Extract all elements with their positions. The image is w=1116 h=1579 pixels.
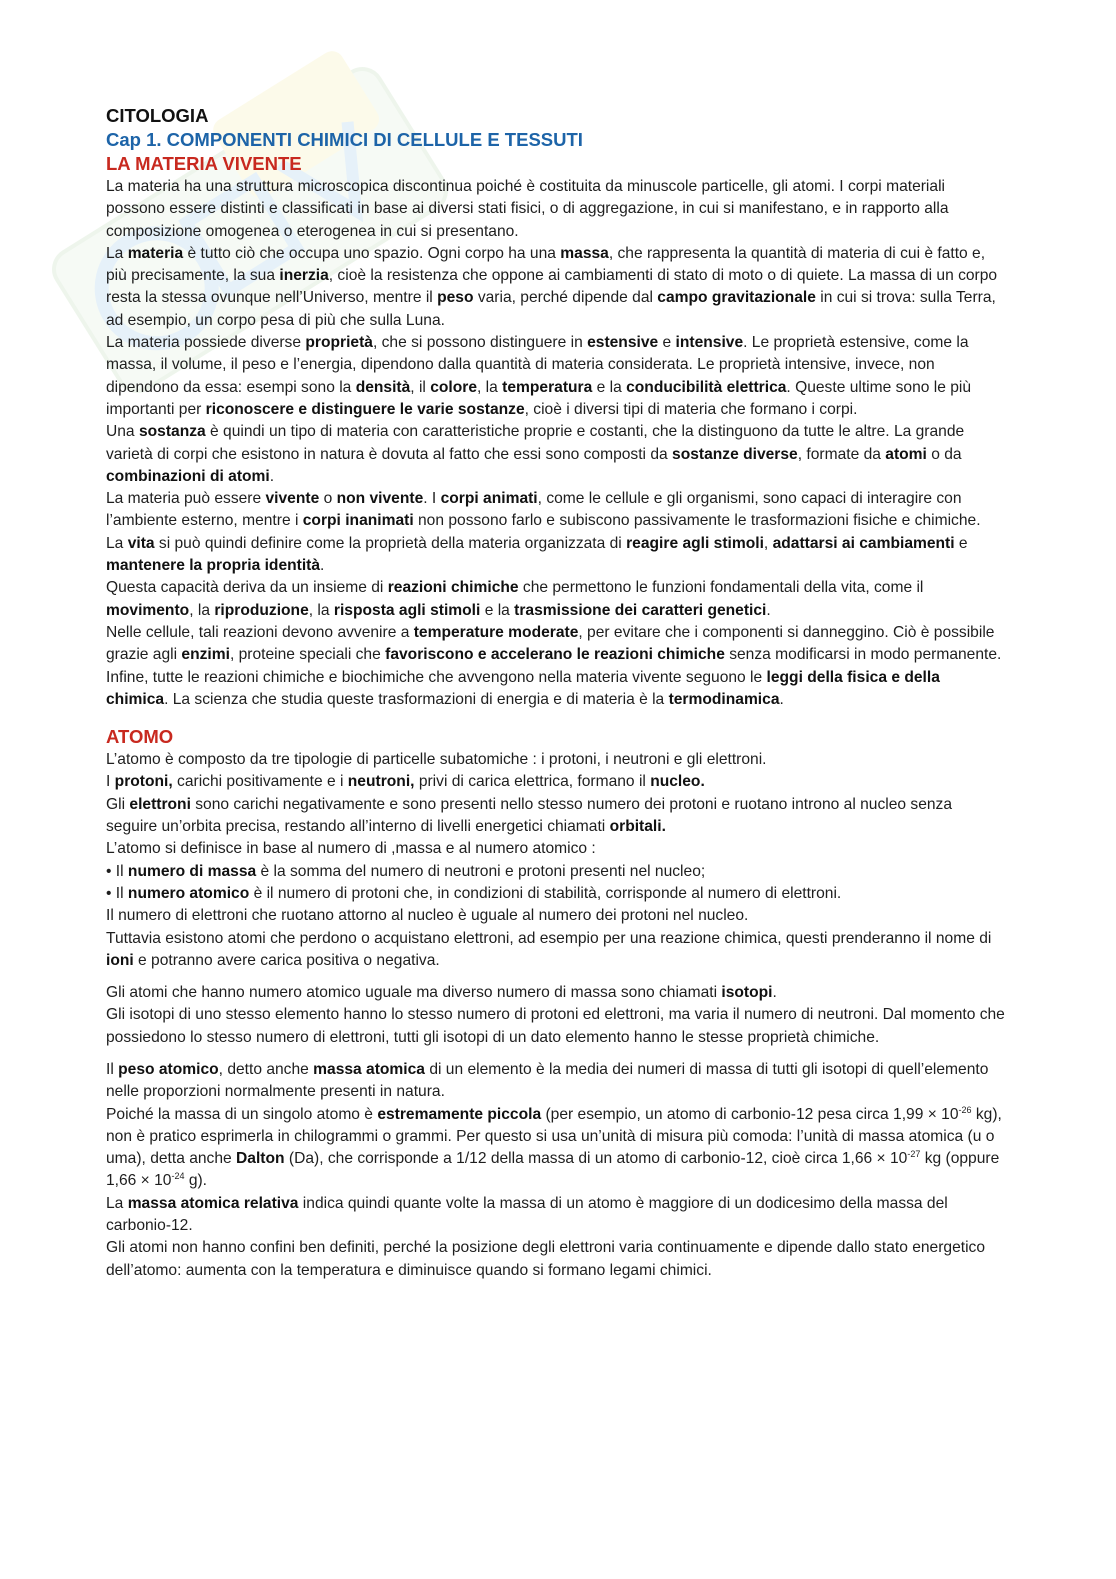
bold-term: massa atomica relativa bbox=[127, 1194, 299, 1212]
bold-term: massa atomica bbox=[313, 1060, 425, 1078]
bold-term: reazioni chimiche bbox=[387, 579, 519, 597]
bold-term: estremamente piccola bbox=[377, 1105, 542, 1123]
paragraph: I protoni, carichi positivamente e i neutroni, privi di carica elettrica, formano il nucleo. bbox=[106, 773, 705, 791]
bold-term: leggi della fisica e della chimica bbox=[106, 668, 940, 708]
paragraph: L’atomo si definisce in base al numero di ,massa e al numero atomico : bbox=[106, 840, 596, 858]
bold-term: vita bbox=[127, 534, 155, 552]
bold-term: peso bbox=[437, 289, 474, 307]
section-heading-atomo: ATOMO bbox=[106, 726, 174, 748]
bold-term: orbitali. bbox=[609, 818, 666, 836]
paragraph: La materia può essere vivente o non vivente. I corpi animati, come le cellule e gli organismi, sono capaci di interagire con l’ambiente esterno, mentre i corpi inanimati non possono farlo e subiscono passivamente le trasformazioni fisiche e chimiche. bbox=[106, 490, 981, 530]
paragraph: L’atomo è composto da tre tipologie di particelle subatomiche : i protoni, i neutroni e gli elettroni. bbox=[106, 751, 767, 769]
paragraph: Questa capacità deriva da un insieme di reazioni chimiche che permettono le funzioni fondamentali della vita, come il movimento, la riproduzione, la risposta agli stimoli e la trasmissione dei caratteri genetici. bbox=[106, 579, 924, 619]
document-title: CITOLOGIA bbox=[106, 105, 209, 126]
bold-term: enzimi bbox=[181, 646, 230, 664]
paragraph: Nelle cellule, tali reazioni devono avvenire a temperature moderate, per evitare che i componenti si danneggino. Ciò è possibile grazie agli enzimi, proteine speciali che favoriscono e accelerano le reazioni chimiche senza modificarsi in modo permanente. bbox=[106, 623, 1002, 664]
bold-term: materia bbox=[127, 244, 184, 262]
bold-term: temperature moderate bbox=[413, 623, 579, 641]
bold-term: mantenere la propria identità bbox=[106, 557, 321, 575]
bold-term: isotopi bbox=[721, 984, 773, 1002]
bold-term: nucleo. bbox=[650, 773, 705, 791]
document-page bbox=[106, 104, 1006, 1282]
paragraph: La vita si può quindi definire come la proprietà della materia organizzata di reagire agli stimoli, adattarsi ai cambiamenti e mantenere la propria identità. bbox=[106, 534, 968, 575]
bold-term: numero atomico bbox=[127, 884, 250, 902]
exponent: -24 bbox=[171, 1171, 185, 1182]
bold-term: termodinamica bbox=[668, 690, 780, 708]
bold-term: riconoscere e distinguere le varie sostanze bbox=[205, 400, 525, 418]
bold-term: inerzia bbox=[279, 267, 329, 285]
bold-term: elettroni bbox=[129, 795, 191, 813]
section-heading-materia-vivente: LA MATERIA VIVENTE bbox=[106, 153, 302, 174]
bullet-item: • Il numero di massa è la somma del numero di neutroni e protoni presenti nel nucleo; bbox=[106, 862, 706, 880]
bold-term: favoriscono e accelerano le reazioni chimiche bbox=[385, 646, 725, 664]
bold-term: campo gravitazionale bbox=[657, 289, 816, 307]
bold-term: corpi inanimati bbox=[302, 512, 414, 530]
bold-term: ioni bbox=[106, 951, 134, 969]
bold-term: vivente bbox=[265, 490, 320, 508]
bold-term: adattarsi ai cambiamenti bbox=[772, 534, 955, 552]
paragraph: Il numero di elettroni che ruotano attorno al nucleo è uguale al numero dei protoni nel nucleo. bbox=[106, 907, 749, 925]
bold-term: risposta agli stimoli bbox=[333, 601, 481, 619]
section-body-atomo bbox=[106, 749, 1006, 1282]
paragraph: La materia è tutto ciò che occupa uno spazio. Ogni corpo ha una massa, che rappresenta la quantità di materia di cui è fatto e, più precisamente, la sua inerzia, cioè la resistenza che oppone ai cambiamenti di stato di moto o di quiete. La massa di un corpo resta la stessa ovunque nell’Universo, mentre il peso varia, perché dipende dal campo gravitazionale in cui si trova: sulla Terra, ad esempio, un corpo pesa di più che sulla Luna. bbox=[106, 244, 998, 329]
paragraph: Una sostanza è quindi un tipo di materia con caratteristiche proprie e costanti, che la distinguono da tutte le altre. La grande varietà di corpi che esistono in natura è dovuta al fatto che essi sono composti da sostanze diverse, formate da atomi o da combinazioni di atomi. bbox=[106, 423, 965, 485]
bold-term: peso atomico bbox=[118, 1060, 219, 1078]
paragraph: Gli isotopi di uno stesso elemento hanno lo stesso numero di protoni ed elettroni, ma varia il numero di neutroni. Dal momento che possiedono lo stesso numero di elettroni, tutti gli isotopi di un dato elemento hanno le stesse proprietà chimiche. bbox=[106, 1006, 1005, 1046]
bold-term: colore bbox=[430, 378, 478, 396]
bold-term: temperatura bbox=[502, 378, 593, 396]
bold-term: estensive bbox=[587, 334, 659, 352]
paragraph: La massa atomica relativa indica quindi quante volte la massa di un atomo è maggiore di un dodicesimo della massa del carbonio-12. bbox=[106, 1194, 948, 1235]
paragraph: La materia possiede diverse proprietà, che si possono distinguere in estensive e intensive. Le proprietà estensive, come la massa, il volume, il peso e l’energia, dipendono dalla quantità di materia considerata. Le proprietà intensive, invece, non dipendono da essa: esempi sono la densità, il colore, la temperatura e la conducibilità elettrica. Queste ultime sono le più importanti per riconoscere e distinguere le varie sostanze, cioè i diversi tipi di materia che formano i corpi. bbox=[106, 334, 972, 418]
bold-term: sostanze diverse bbox=[672, 445, 798, 463]
bold-term: atomi bbox=[885, 445, 927, 463]
bold-term: Dalton bbox=[236, 1150, 285, 1168]
chapter-title: Cap 1. COMPONENTI CHIMICI DI CELLULE E TESSUTI bbox=[106, 129, 583, 150]
bold-term: riproduzione bbox=[214, 601, 309, 619]
bold-term: neutroni, bbox=[347, 773, 415, 791]
bold-term: protoni, bbox=[114, 773, 173, 791]
exponent: -26 bbox=[958, 1104, 972, 1115]
bold-term: sostanza bbox=[138, 423, 206, 441]
bold-term: numero di massa bbox=[127, 862, 257, 880]
paragraph: Il peso atomico, detto anche massa atomica di un elemento è la media dei numeri di massa di tutti gli isotopi di quell’elemento nelle proporzioni normalmente presenti in natura. bbox=[106, 1060, 989, 1101]
bold-term: movimento bbox=[106, 601, 190, 619]
bold-term: reagire agli stimoli bbox=[626, 534, 764, 552]
paragraph: Gli elettroni sono carichi negativamente e sono presenti nello stesso numero dei protoni e ruotano introno al nucleo senza seguire un’orbita precisa, restando all’interno di livelli energetici chiamati orbitali. bbox=[106, 795, 953, 836]
bold-term: corpi animati bbox=[440, 490, 538, 508]
paragraph: Tuttavia esistono atomi che perdono o acquistano elettroni, ad esempio per una reazione chimica, questi prenderanno il nome di ioni e potranno avere carica positiva o negativa. bbox=[106, 929, 992, 969]
bold-term: conducibilità elettrica bbox=[626, 378, 787, 396]
paragraph: La materia ha una struttura microscopica discontinua poiché è costituita da minuscole particelle, gli atomi. I corpi materiali possono essere distinti e classificati in base ai diversi stati fisici, o di aggregazione, in cui si manifestano, e in rapporto alla composizione omogenea o eterogenea in cui si presentano. bbox=[106, 178, 949, 240]
bold-term: combinazioni di atomi bbox=[106, 467, 270, 485]
bold-term: non vivente bbox=[336, 490, 424, 508]
paragraph: Gli atomi non hanno confini ben definiti, perché la posizione degli elettroni varia continuamente e dipende dallo stato energetico dell’atomo: aumenta con la temperatura e diminuisce quando si formano legami chimici. bbox=[106, 1239, 986, 1279]
section-body-materia-vivente bbox=[106, 176, 1006, 711]
paragraph: Gli atomi che hanno numero atomico uguale ma diverso numero di massa sono chiamati isotopi. bbox=[106, 984, 777, 1002]
bold-term: trasmissione dei caratteri genetici bbox=[514, 601, 767, 619]
exponent: -27 bbox=[907, 1148, 921, 1159]
paragraph: Poiché la massa di un singolo atomo è estremamente piccola (per esempio, un atomo di carbonio-12 pesa circa $1,99 \times 10^{-26}$ kg), non è pratico esprimerla in chilogrammi o grammi. Per questo si usa un’unità di misura più comoda: l’unità di massa atomica (u o uma), detta anche Dalton (Da), che corrisponde a 1/12 della massa di un atomo di carbonio-12, cioè circa $1,66 \times 10^{-27}$ kg (oppure $1,66 \times 10^{-24}$ g). bbox=[106, 1104, 1002, 1190]
bold-term: intensive bbox=[675, 334, 744, 352]
bold-term: densità bbox=[355, 378, 411, 396]
bold-term: proprietà bbox=[305, 334, 373, 352]
bullet-item: • Il numero atomico è il numero di protoni che, in condizioni di stabilità, corrisponde al numero di elettroni. bbox=[106, 884, 842, 902]
paragraph: Infine, tutte le reazioni chimiche e biochimiche che avvengono nella materia vivente seguono le leggi della fisica e della chimica. La scienza che studia queste trasformazioni di energia e di materia è la termodinamica. bbox=[106, 668, 940, 708]
bold-term: massa bbox=[560, 244, 609, 262]
